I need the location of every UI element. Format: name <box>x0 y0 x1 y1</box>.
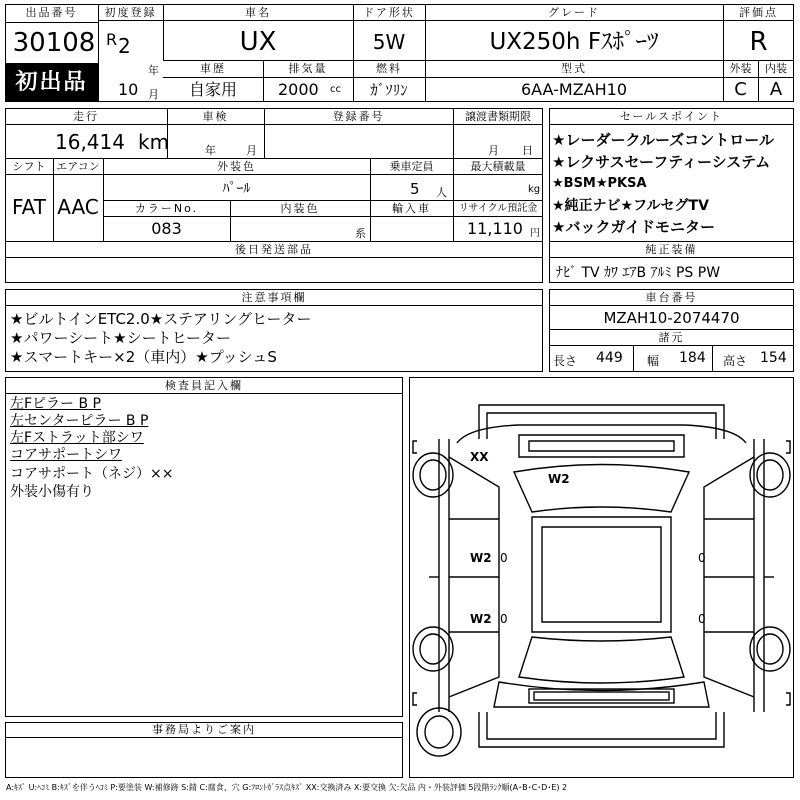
damage-mark-left-rear-door: W2 <box>470 612 492 626</box>
height: 154 <box>760 350 787 366</box>
mileage-label: 走行 <box>73 110 99 123</box>
inspector-label: 検査員記入欄 <box>165 379 243 392</box>
reg-year: 2 <box>118 34 131 58</box>
disp-unit: cc <box>330 84 341 95</box>
pillar-mark-4: 0 <box>698 612 706 626</box>
recycle: 11,110 <box>467 219 523 238</box>
inspector-line-1: 左Fピラー B P <box>10 396 101 412</box>
plate-label: 登録番号 <box>332 110 385 123</box>
recycle-unit: 円 <box>530 228 540 239</box>
transfer-month-unit: 月 <box>488 144 499 157</box>
pillar-mark-3: 0 <box>698 551 706 565</box>
int-grade: A <box>769 79 783 100</box>
office-label: 事務局よりご案内 <box>152 723 256 736</box>
history: 自家用 <box>188 80 237 99</box>
shift: FAT <box>11 195 46 219</box>
note-line-2: ★パワーシート★シートヒーター <box>10 329 231 347</box>
colorno: 083 <box>151 219 182 238</box>
pillar-mark-2: 0 <box>500 612 508 626</box>
ext-grade: C <box>734 79 747 100</box>
seats-unit: 人 <box>436 186 447 199</box>
recycle-label: リサイクル預託金 <box>458 203 538 214</box>
inspector-line-3: 左Fストラット部シワ <box>10 430 144 446</box>
note-line-1: ★ビルトインETC2.0★ステアリングヒーター <box>10 310 312 328</box>
inspector-line-5: コアサポート（ネジ）×× <box>10 466 174 482</box>
inspection-label: 車検 <box>202 110 229 123</box>
fuel: ｶﾞｿﾘﾝ <box>370 81 408 99</box>
reg-year-unit: 年 <box>148 64 159 77</box>
equipment: ﾅﾋﾞ TV ｶﾜ ｴｱB ｱﾙﾐ PS PW <box>556 265 721 281</box>
import-label: 輸入車 <box>392 202 431 215</box>
car-name-label: 車名 <box>245 6 271 19</box>
damage-mark-left-front-door: W2 <box>470 551 492 565</box>
mileage: 16,414 <box>55 130 125 154</box>
sales-points-label: セールスポイント <box>619 110 723 123</box>
reg-month: 10 <box>118 80 139 99</box>
seats-label: 乗車定員 <box>389 160 434 173</box>
door-label: ドア形状 <box>363 6 415 19</box>
later-parts-label: 後日発送部品 <box>235 243 313 256</box>
reg-month-unit: 月 <box>148 88 159 101</box>
disp-label: 排気量 <box>288 62 328 75</box>
reg-era: R <box>106 30 118 49</box>
ac-label: エアコン <box>56 160 100 173</box>
damage-mark-front-left: XX <box>470 450 489 464</box>
color: ﾊﾟｰﾙ <box>222 181 251 197</box>
load-unit: kg <box>528 184 541 195</box>
ext-label: 外装 <box>729 62 752 75</box>
sales-point-1: ★レーダークルーズコントロール <box>552 131 774 149</box>
car-name: UX <box>239 27 277 57</box>
car-diagram <box>409 377 794 778</box>
inspector-line-4: コアサポートシワ <box>10 447 122 463</box>
first-listing-text: 初出品 <box>15 70 88 95</box>
intcolor-unit: 系 <box>355 227 366 240</box>
score-label: 評価点 <box>739 6 778 19</box>
pillar-mark-1: 0 <box>500 551 508 565</box>
ac: AAC <box>57 195 99 219</box>
grade-label: グレード <box>548 6 600 19</box>
reg-label: 初度登録 <box>104 6 157 19</box>
sales-point-2: ★レクサスセーフティーシステム <box>552 153 771 171</box>
damage-mark-hood: W2 <box>548 472 570 486</box>
int-label: 内装 <box>765 62 787 75</box>
shift-label: シフト <box>12 160 46 173</box>
sales-point-5: ★バックガイドモニター <box>552 218 715 236</box>
displacement: 2000 <box>278 80 319 99</box>
grade: UX250h Fｽﾎﾟｰﾂ <box>489 29 659 55</box>
sales-point-4: ★純正ナビ★フルセグTV <box>552 198 709 214</box>
inspection-year-unit: 年 <box>205 144 216 157</box>
model: 6AA-MZAH10 <box>520 80 628 99</box>
equipment-label: 純正装備 <box>645 243 698 256</box>
door-type: 5W <box>372 30 406 54</box>
load-label: 最大積載量 <box>470 160 526 173</box>
width: 184 <box>679 350 706 366</box>
colorno-label: カラーNo. <box>134 202 199 215</box>
transfer-day-unit: 日 <box>522 144 533 157</box>
notes-label: 注意事項欄 <box>241 291 307 304</box>
legend: A:ｷｽﾞ U:ﾍｺﾐ B:ｷｽﾞを伴うﾍｺﾐ P:要塗装 W:補修跡 S:錆 C:腐食、穴 G:ﾌﾛﾝﾄｶﾞﾗｽ点ｷｽﾞ XX:交換済み X:要交換 欠:欠品 内・外装評価 5段階ﾗﾝｸ順(A･B･C･D･E) 2 <box>6 783 568 792</box>
score: R <box>749 27 768 57</box>
specs-label: 諸元 <box>658 331 685 344</box>
color-label: 外装色 <box>217 160 256 173</box>
length-label: 長さ <box>553 354 578 368</box>
model-label: 型式 <box>561 62 587 75</box>
inspector-line-2: 左センターピラー B P <box>10 413 149 429</box>
chassis-number: MZAH10-2074470 <box>603 309 740 327</box>
width-label: 幅 <box>647 354 660 368</box>
intcolor-label: 内装色 <box>280 202 320 215</box>
height-label: 高さ <box>723 354 748 368</box>
sales-point-3: ★BSM★PKSA <box>552 176 647 191</box>
fuel-label: 燃料 <box>376 62 402 75</box>
lot-no: 30108 <box>12 28 96 58</box>
mileage-unit: km <box>138 130 170 154</box>
inspection-month-unit: 月 <box>246 144 257 157</box>
chassis-label: 車台番号 <box>645 291 698 304</box>
lot-no-label: 出品番号 <box>25 6 78 19</box>
seats: 5 <box>410 180 420 198</box>
history-label: 車歴 <box>200 62 226 75</box>
inspector-line-6: 外装小傷有り <box>10 484 94 500</box>
length: 449 <box>596 350 623 366</box>
transfer-label: 譲渡書類期限 <box>465 110 531 123</box>
note-line-3: ★スマートキー×2（車内）★プッシュS <box>10 348 277 366</box>
